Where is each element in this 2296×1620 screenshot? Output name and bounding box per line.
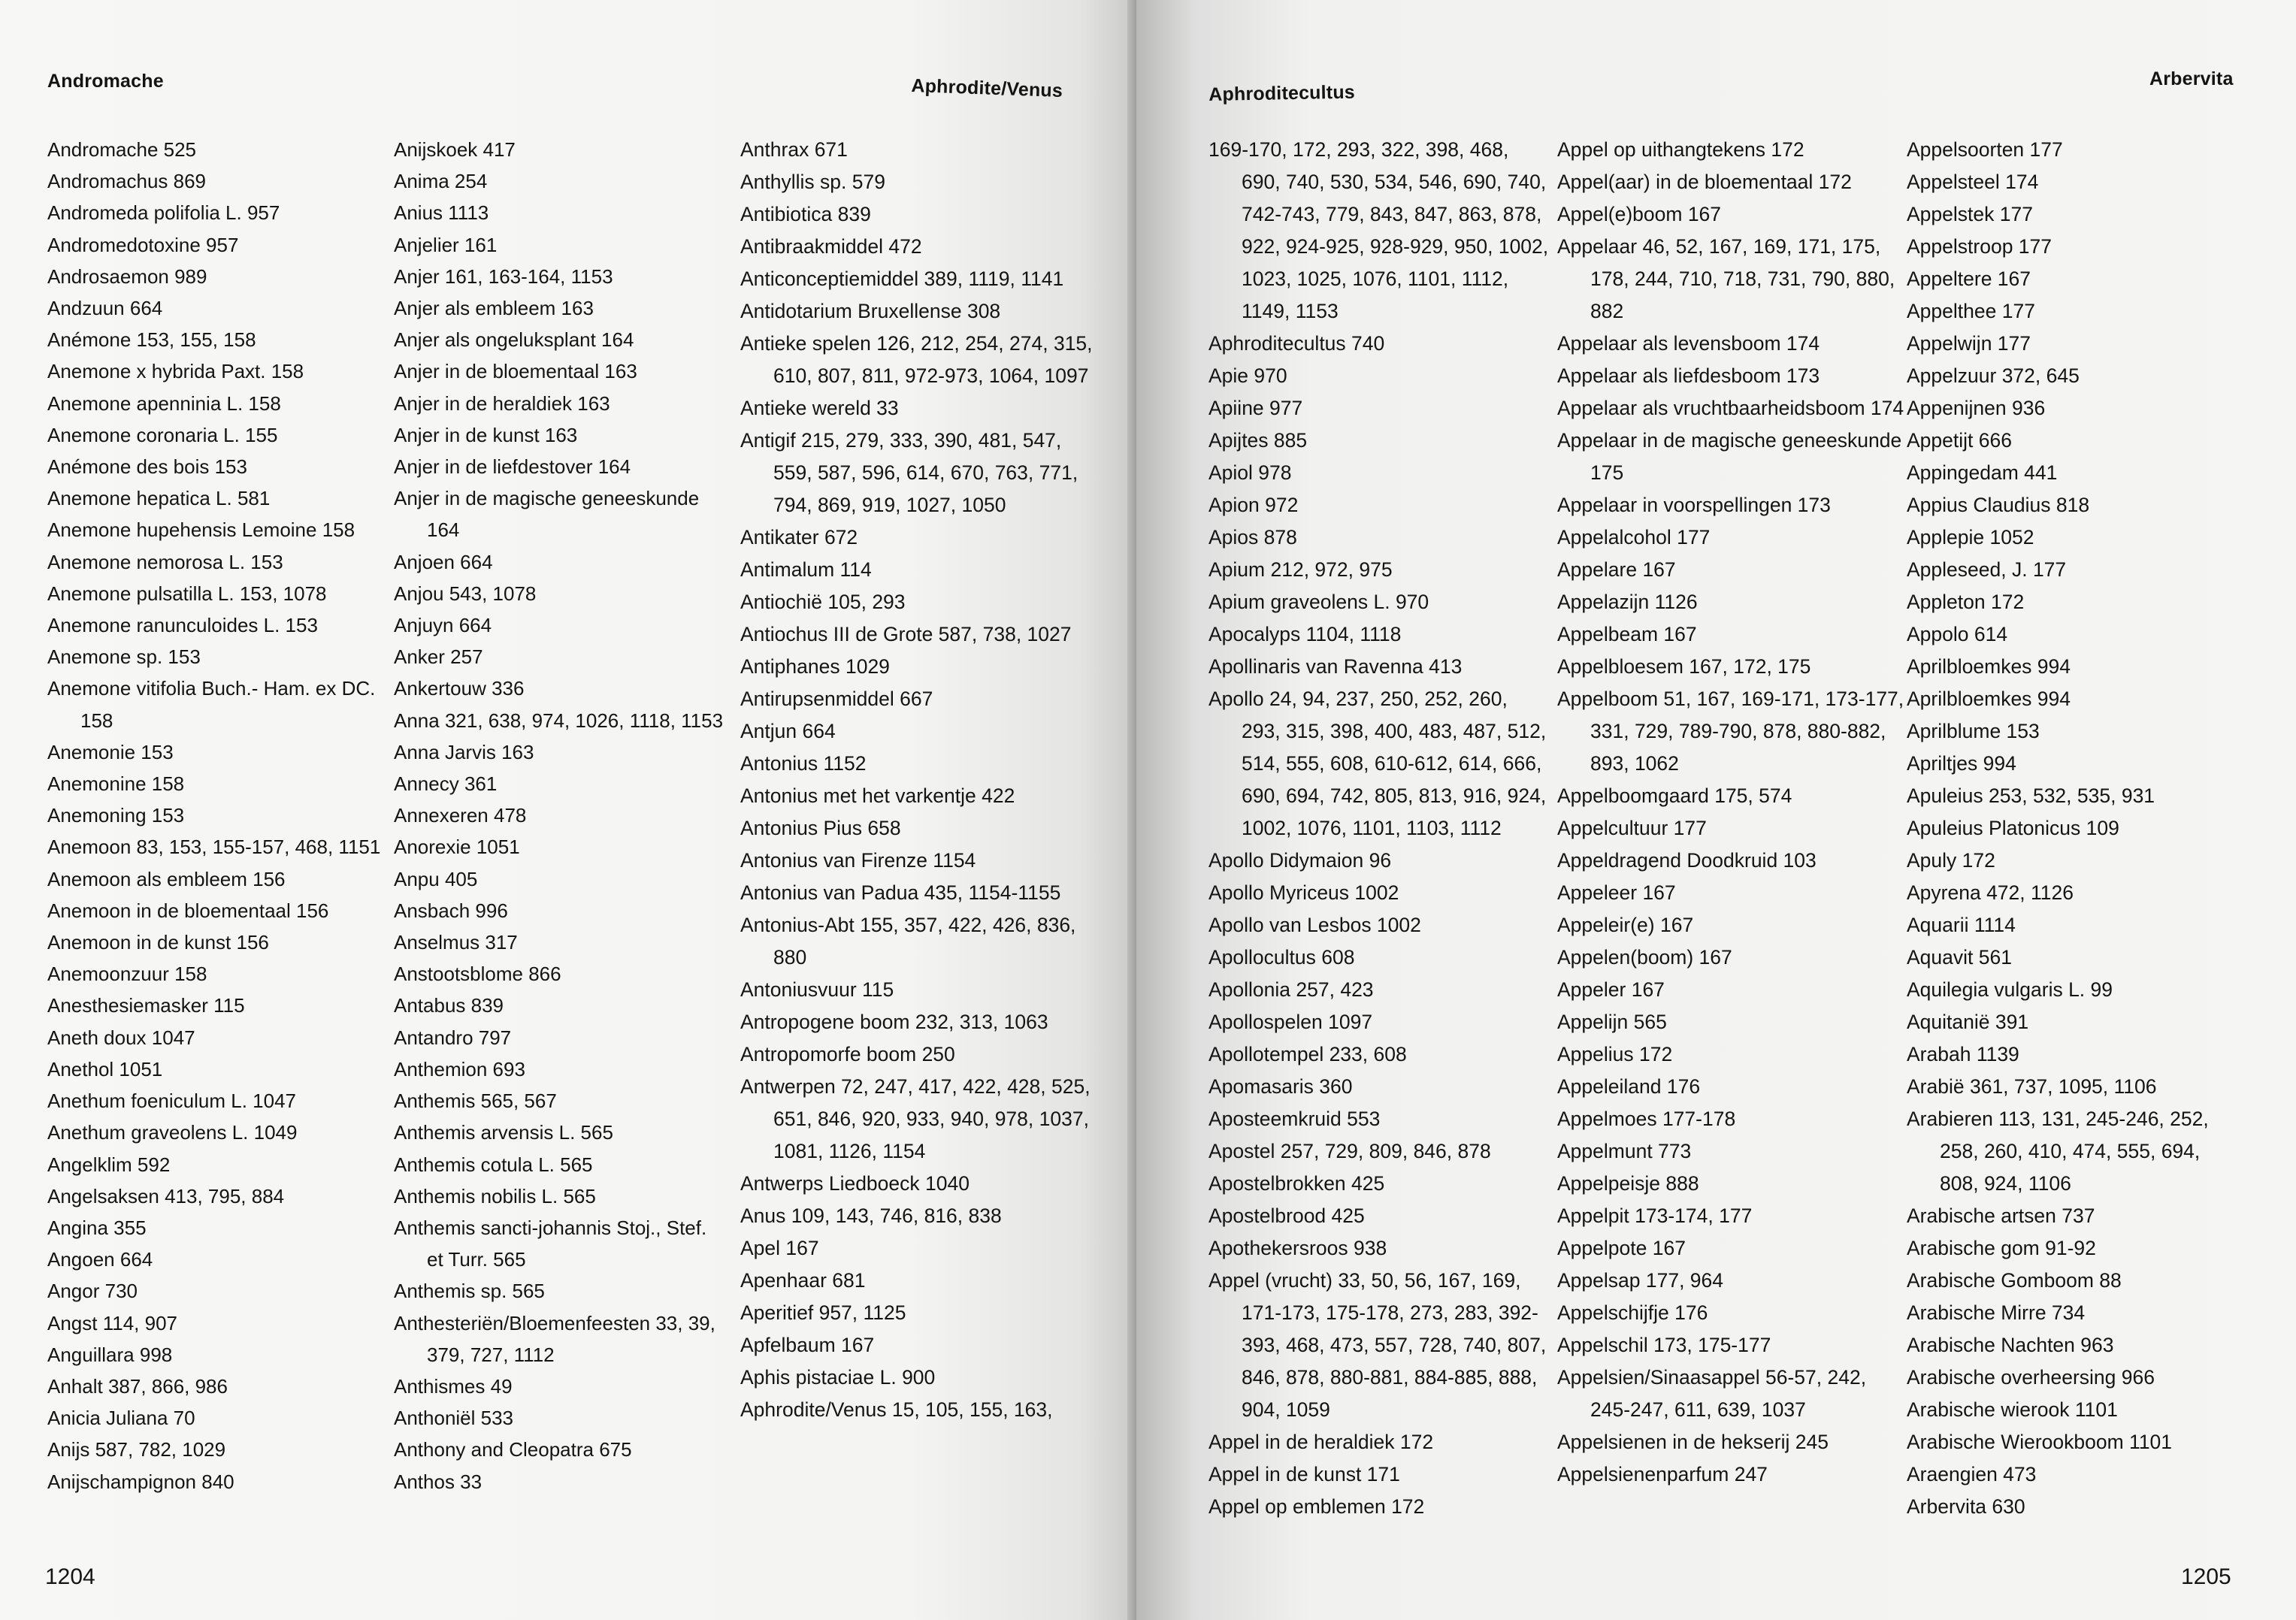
index-entry: Angst 114, 907	[47, 1311, 177, 1334]
index-entry: Anthos 33	[394, 1470, 482, 1493]
running-head-right: Arbervita	[2149, 68, 2234, 89]
index-entry: Appelbeam 167	[1557, 623, 1697, 645]
index-entry: Appelen(boom) 167	[1557, 946, 1732, 969]
index-entry: Apyrena 472, 1126	[1907, 881, 2074, 904]
index-entry: Antoniusvuur 115	[740, 978, 894, 1001]
index-entry: Appeleer 167	[1557, 881, 1676, 904]
index-entry: Anemoon in de bloementaal 156	[47, 899, 329, 922]
index-entry: Anius 1113	[394, 201, 489, 225]
index-entry: Angelklim 592	[47, 1153, 171, 1176]
index-entry: Apios 878	[1209, 526, 1297, 549]
index-entry: Arabische wierook 1101	[1907, 1398, 2118, 1421]
index-entry: Anemone hupehensis Lemoine 158	[47, 518, 355, 542]
index-entry: Antonius met het varkentje 422	[740, 784, 1015, 807]
index-entry: Anthemis arvensis L. 565	[394, 1121, 613, 1144]
index-entry: Anemoning 153	[47, 804, 185, 827]
index-entry: Antonius Pius 658	[740, 817, 901, 839]
index-entry: Araengien 473	[1907, 1463, 2037, 1486]
index-column-3	[740, 134, 1094, 1426]
index-entry: Appelare 167	[1557, 558, 1676, 581]
index-entry: Aneth doux 1047	[47, 1026, 195, 1049]
index-entry: Aphis pistaciae L. 900	[740, 1366, 936, 1389]
index-entry: Anémone des bois 153	[47, 455, 247, 479]
index-entry: Anselmus 317	[394, 931, 518, 954]
index-entry: Apollo van Lesbos 1002	[1209, 914, 1421, 936]
index-entry: Appelsien/Sinaasappel 56-57, 242, 245-247, 611, 639, 1037	[1557, 1366, 1867, 1421]
index-entry: Anjoen 664	[394, 550, 493, 573]
index-entry: Aquitanië 391	[1907, 1011, 2029, 1033]
index-entry: Anjer als ongeluksplant 164	[394, 328, 634, 352]
index-entry: Anguillara 998	[47, 1343, 173, 1366]
index-entry: Appeldragend Doodkruid 103	[1557, 849, 1817, 872]
index-entry: Anthrax 671	[740, 138, 848, 161]
index-entry: Anemoon als embleem 156	[47, 867, 286, 890]
index-entry: Apollospelen 1097	[1209, 1011, 1373, 1033]
index-entry: Anijs 587, 782, 1029	[47, 1438, 226, 1461]
index-entry: Apriltjes 994	[1907, 752, 2016, 775]
index-entry: Anpu 405	[394, 867, 478, 890]
index-entry: Arabische overheersing 966	[1907, 1366, 2155, 1389]
index-entry: Anemone hepatica L. 581	[47, 487, 271, 510]
index-entry: Appel (vrucht) 33, 50, 56, 167, 169, 171-173, 175-178, 273, 283, 392-393, 468, 473, 557, 728, 740, 807, 846, 878, 880-881, 884-885, 888, 904, 1059	[1209, 1269, 1547, 1421]
index-entry: Apostelbrood 425	[1209, 1204, 1365, 1227]
index-entry: 169-170, 172, 293, 322, 398, 468, 690, 740, 530, 534, 546, 690, 740, 742-743, 779, 843, 847, 863, 878, 922, 924-925, 928-929, 950, 1002, 1023, 1025, 1076, 1101, 1112, 1149, 1153	[1209, 138, 1549, 322]
index-entry: Aphrodite/Venus 15, 105, 155, 163,	[740, 1398, 1053, 1421]
index-entry: Anemone nemorosa L. 153	[47, 550, 283, 573]
index-entry: Anjou 543, 1078	[394, 582, 537, 605]
index-entry: Anemonine 158	[47, 772, 185, 796]
index-entry: Anethum graveolens L. 1049	[47, 1121, 298, 1144]
index-entry: Appleton 172	[1907, 591, 2025, 613]
index-entry: Arabische gom 91-92	[1907, 1237, 2096, 1259]
index-entry: Antonius 1152	[740, 752, 867, 775]
index-entry: Arabische artsen 737	[1907, 1204, 2095, 1227]
index-entry: Anthony and Cleopatra 675	[394, 1438, 632, 1461]
index-entry: Antibiotica 839	[740, 203, 871, 225]
index-entry: Anemone coronaria L. 155	[47, 423, 278, 446]
index-entry: Annexeren 478	[394, 804, 527, 827]
index-entry: Antikater 672	[740, 526, 858, 549]
left-page	[0, 0, 1136, 1620]
index-entry: Ansbach 996	[394, 899, 508, 922]
index-entry: Appelzuur 372, 645	[1907, 364, 2080, 387]
index-entry: Anus 109, 143, 746, 816, 838	[740, 1204, 1002, 1227]
index-entry: Appelaar 46, 52, 167, 169, 171, 175, 178, 244, 710, 718, 731, 790, 880, 882	[1557, 235, 1895, 322]
index-entry: Apollinaris van Ravenna 413	[1209, 655, 1463, 678]
index-entry: Apollo Myriceus 1002	[1209, 881, 1399, 904]
index-entry: Antonius-Abt 155, 357, 422, 426, 836, 880	[740, 914, 1076, 969]
index-entry: Anemone apenninia L. 158	[47, 391, 281, 415]
index-entry: Appelpit 173-174, 177	[1557, 1204, 1753, 1227]
index-entry: Apocalyps 1104, 1118	[1209, 623, 1402, 645]
index-entry: Antonius van Padua 435, 1154-1155	[740, 881, 1061, 904]
index-entry: Apomasaris 360	[1209, 1075, 1353, 1098]
index-entry: Appeler 167	[1557, 978, 1665, 1001]
page-number: 1205	[2181, 1564, 2231, 1589]
index-entry: Anjer 161, 163-164, 1153	[394, 264, 613, 288]
index-entry: Anesthesiemasker 115	[47, 994, 245, 1017]
index-entry: Appelthee 177	[1907, 300, 2035, 322]
index-entry: Appelijn 565	[1557, 1011, 1667, 1033]
index-entry: Apothekersroos 938	[1209, 1237, 1387, 1259]
index-entry: Andromache 525	[47, 138, 197, 161]
index-entry: Anemone sp. 153	[47, 645, 201, 669]
index-entry: Angina 355	[47, 1216, 147, 1239]
index-entry: Angoen 664	[47, 1248, 153, 1271]
index-entry: Anthyllis sp. 579	[740, 171, 885, 193]
index-entry: Antirupsenmiddel 667	[740, 688, 933, 710]
index-entry: Aprilbloemkes 994	[1907, 655, 2071, 678]
index-entry: Appelcultuur 177	[1557, 817, 1707, 839]
index-entry: Antigif 215, 279, 333, 390, 481, 547, 559, 587, 596, 614, 670, 763, 771, 794, 869, 919, 1027, 1050	[740, 429, 1078, 516]
index-entry: Appel in de kunst 171	[1209, 1463, 1400, 1486]
index-entry: Appelpeisje 888	[1557, 1172, 1699, 1195]
index-entry: Antabus 839	[394, 994, 504, 1017]
index-entry: Andromedotoxine 957	[47, 233, 239, 256]
index-entry: Appeleir(e) 167	[1557, 914, 1694, 936]
index-entry: Angor 730	[47, 1280, 138, 1303]
index-entry: Anjer in de kunst 163	[394, 423, 578, 446]
index-entry: Aperitief 957, 1125	[740, 1301, 906, 1324]
index-entry: Anemoonzuur 158	[47, 963, 207, 986]
index-entry: Appelmoes 177-178	[1557, 1108, 1736, 1130]
index-entry: Arabische Nachten 963	[1907, 1334, 2114, 1356]
index-entry: Antiphanes 1029	[740, 655, 890, 678]
index-entry: Apion 972	[1209, 494, 1299, 516]
index-entry: Anthoniël 533	[394, 1407, 514, 1430]
index-entry: Antiochië 105, 293	[740, 591, 906, 613]
index-entry: Apfelbaum 167	[740, 1334, 875, 1356]
index-entry: Anker 257	[394, 645, 483, 669]
index-column-1	[47, 134, 382, 1498]
index-entry: Andromeda polifolia L. 957	[47, 201, 280, 225]
index-entry: Appetijt 666	[1907, 429, 2012, 452]
index-entry: Arabische Mirre 734	[1907, 1301, 2086, 1324]
index-entry: Apium graveolens L. 970	[1209, 591, 1429, 613]
page-number: 1204	[45, 1564, 95, 1589]
index-entry: Anemone ranunculoides L. 153	[47, 614, 318, 637]
index-entry: Apuleius 253, 532, 535, 931	[1907, 784, 2155, 807]
index-entry: Apenhaar 681	[740, 1269, 866, 1292]
index-entry: Anemonie 153	[47, 740, 174, 763]
index-entry: Appelwijn 177	[1907, 332, 2031, 355]
index-entry: Anethum foeniculum L. 1047	[47, 1090, 296, 1113]
index-entry: Apie 970	[1209, 364, 1287, 387]
index-entry: Appeleiland 176	[1557, 1075, 1701, 1098]
index-entry: Appelaar als levensboom 174	[1557, 332, 1820, 355]
running-head-right: Aphrodite/Venus	[911, 75, 1063, 102]
index-entry: Antonius van Firenze 1154	[740, 849, 976, 872]
index-entry: Antandro 797	[394, 1026, 512, 1049]
index-entry: Appelsap 177, 964	[1557, 1269, 1724, 1292]
index-entry: Anhalt 387, 866, 986	[47, 1374, 228, 1398]
index-entry: Appelaar in de magische geneeskunde 175	[1557, 429, 1902, 484]
index-entry: Antiochus III de Grote 587, 738, 1027	[740, 623, 1072, 645]
index-entry: Appelius 172	[1557, 1043, 1673, 1065]
index-column-6	[1907, 134, 2230, 1523]
index-entry: Angelsaksen 413, 795, 884	[47, 1184, 285, 1207]
index-entry: Apiine 977	[1209, 397, 1303, 419]
index-entry: Appel op uithangtekens 172	[1557, 138, 1804, 161]
index-entry: Anthemis sancti-johannis Stoj., Stef. et Turr. 565	[394, 1216, 707, 1271]
index-entry: Anstootsblome 866	[394, 963, 561, 986]
index-entry: Appelaar als vruchtbaarheidsboom 174	[1557, 397, 1904, 419]
index-entry: Arabah 1139	[1907, 1043, 2019, 1065]
index-entry: Appelalcohol 177	[1557, 526, 1711, 549]
index-entry: Apuleius Platonicus 109	[1907, 817, 2119, 839]
index-entry: Apostel 257, 729, 809, 846, 878	[1209, 1140, 1491, 1162]
index-entry: Androsaemon 989	[47, 264, 207, 288]
index-entry: Anemone vitifolia Buch.- Ham. ex DC. 158	[47, 677, 376, 732]
index-entry: Anthemis nobilis L. 565	[394, 1184, 596, 1207]
index-entry: Anémone 153, 155, 158	[47, 328, 256, 352]
index-entry: Anjelier 161	[394, 233, 498, 256]
index-entry: Antieke wereld 33	[740, 397, 899, 419]
index-entry: Appel(aar) in de bloementaal 172	[1557, 171, 1852, 193]
index-entry: Appelschil 173, 175-177	[1557, 1334, 1771, 1356]
index-entry: Anna Jarvis 163	[394, 740, 534, 763]
index-entry: Appelbloesem 167, 172, 175	[1557, 655, 1811, 678]
index-entry: Appelstek 177	[1907, 203, 2033, 225]
running-head-left: Aphroditecultus	[1209, 81, 1356, 105]
index-entry: Apijtes 885	[1209, 429, 1308, 452]
index-entry: Appelsoorten 177	[1907, 138, 2063, 161]
index-entry: Andromachus 869	[47, 170, 207, 193]
index-entry: Appelmunt 773	[1557, 1140, 1692, 1162]
index-entry: Antropogene boom 232, 313, 1063	[740, 1011, 1048, 1033]
index-entry: Aquilegia vulgaris L. 99	[1907, 978, 2113, 1001]
index-entry: Antwerps Liedboeck 1040	[740, 1172, 970, 1195]
index-entry: Annecy 361	[394, 772, 498, 796]
index-entry: Appelaar in voorspellingen 173	[1557, 494, 1831, 516]
index-entry: Appelboomgaard 175, 574	[1557, 784, 1792, 807]
index-entry: Appelschijfje 176	[1557, 1301, 1708, 1324]
index-entry: Aposteemkruid 553	[1209, 1108, 1381, 1130]
index-entry: Arabië 361, 737, 1095, 1106	[1907, 1075, 2157, 1098]
index-column-2	[394, 134, 728, 1498]
index-entry: Anthemis cotula L. 565	[394, 1153, 593, 1176]
index-entry: Anthemis 565, 567	[394, 1090, 557, 1113]
index-entry: Anticonceptiemiddel 389, 1119, 1141	[740, 267, 1064, 290]
index-entry: Ankertouw 336	[394, 677, 525, 700]
index-entry: Aprilbloemkes 994	[1907, 688, 2071, 710]
index-entry: Anorexie 1051	[394, 836, 520, 859]
index-entry: Appelpote 167	[1557, 1237, 1686, 1259]
index-entry: Arbervita 630	[1907, 1495, 2025, 1518]
index-column-5	[1557, 134, 1907, 1491]
index-entry: Appleseed, J. 177	[1907, 558, 2067, 581]
index-entry: Apollocultus 608	[1209, 946, 1355, 969]
index-entry: Appius Claudius 818	[1907, 494, 2090, 516]
index-entry: Apostelbrokken 425	[1209, 1172, 1385, 1195]
index-entry: Apuly 172	[1907, 849, 1995, 872]
index-entry: Anna 321, 638, 974, 1026, 1118, 1153	[394, 709, 724, 732]
index-entry: Antwerpen 72, 247, 417, 422, 428, 525, 651, 846, 920, 933, 940, 978, 1037, 1081, 1126, 1154	[740, 1075, 1091, 1162]
index-entry: Anjuyn 664	[394, 614, 492, 637]
index-entry: Antieke spelen 126, 212, 254, 274, 315, 610, 807, 811, 972-973, 1064, 1097	[740, 332, 1093, 387]
running-head-left: Andromache	[47, 71, 164, 92]
right-page	[1136, 0, 2296, 1620]
index-entry: Apium 212, 972, 975	[1209, 558, 1393, 581]
index-entry: Apel 167	[740, 1237, 819, 1259]
index-entry: Arabische Gomboom 88	[1907, 1269, 2122, 1292]
index-entry: Appelsienen in de hekserij 245	[1557, 1431, 1829, 1453]
index-entry: Appelaar als liefdesboom 173	[1557, 364, 1820, 387]
index-entry: Appelstroop 177	[1907, 235, 2052, 258]
index-entry: Arabische Wierookboom 1101	[1907, 1431, 2173, 1453]
index-entry: Anijschampignon 840	[47, 1470, 234, 1493]
index-entry: Anjer in de bloementaal 163	[394, 360, 637, 383]
index-entry: Appelboom 51, 167, 169-171, 173-177, 331, 729, 789-790, 878, 880-882, 893, 1062	[1557, 688, 1904, 775]
index-entry: Antidotarium Bruxellense 308	[740, 300, 1001, 322]
index-entry: Appelazijn 1126	[1557, 591, 1698, 613]
index-entry: Applepie 1052	[1907, 526, 2034, 549]
index-entry: Anjer als embleem 163	[394, 297, 594, 320]
index-entry: Appelsienenparfum 247	[1557, 1463, 1768, 1486]
index-entry: Antjun 664	[740, 720, 836, 742]
index-entry: Anjer in de liefdestover 164	[394, 455, 631, 479]
index-entry: Anemone pulsatilla L. 153, 1078	[47, 582, 327, 605]
index-entry: Anthismes 49	[394, 1374, 513, 1398]
index-entry: Anemone x hybrida Paxt. 158	[47, 360, 304, 383]
index-entry: Antropomorfe boom 250	[740, 1043, 955, 1065]
index-entry: Apiol 978	[1209, 461, 1292, 484]
index-entry: Anemoon 83, 153, 155-157, 468, 1151	[47, 836, 381, 859]
index-entry: Appelsteel 174	[1907, 171, 2039, 193]
index-entry: Apollonia 257, 423	[1209, 978, 1374, 1001]
index-entry: Aquarii 1114	[1907, 914, 2016, 936]
index-entry: Anthemis sp. 565	[394, 1280, 545, 1303]
index-entry: Anethol 1051	[47, 1057, 163, 1081]
index-column-4	[1209, 134, 1550, 1523]
index-entry: Appenijnen 936	[1907, 397, 2046, 419]
index-entry: Aquavit 561	[1907, 946, 2012, 969]
index-entry: Aphroditecultus 740	[1209, 332, 1385, 355]
index-entry: Appel op emblemen 172	[1209, 1495, 1425, 1518]
index-entry: Anima 254	[394, 170, 488, 193]
index-entry: Anemoon in de kunst 156	[47, 931, 269, 954]
index-entry: Anicia Juliana 70	[47, 1407, 195, 1430]
index-entry: Aprilblume 153	[1907, 720, 2040, 742]
index-entry: Anjer in de magische geneeskunde 164	[394, 487, 700, 542]
index-entry: Apollotempel 233, 608	[1209, 1043, 1407, 1065]
index-entry: Appolo 614	[1907, 623, 2008, 645]
index-entry: Anthemion 693	[394, 1057, 525, 1081]
index-entry: Apollo 24, 94, 237, 250, 252, 260, 293, 315, 398, 400, 483, 487, 512, 514, 555, 608, 610-612, 614, 666, 690, 694, 742, 805, 813, 916, 924, 1002, 1076, 1101, 1103, 1112	[1209, 688, 1547, 839]
index-entry: Anijskoek 417	[394, 138, 516, 161]
index-entry: Apollo Didymaion 96	[1209, 849, 1392, 872]
index-entry: Appeltere 167	[1907, 267, 2031, 290]
index-entry: Anjer in de heraldiek 163	[394, 391, 610, 415]
index-entry: Antibraakmiddel 472	[740, 235, 922, 258]
index-entry: Andzuun 664	[47, 297, 163, 320]
index-entry: Appel(e)boom 167	[1557, 203, 1722, 225]
index-entry: Arabieren 113, 131, 245-246, 252, 258, 260, 410, 474, 555, 694, 808, 924, 1106	[1907, 1108, 2209, 1195]
index-entry: Antimalum 114	[740, 558, 872, 581]
index-entry: Appel in de heraldiek 172	[1209, 1431, 1434, 1453]
index-entry: Appingedam 441	[1907, 461, 2058, 484]
index-entry: Anthesteriën/Bloemenfeesten 33, 39, 379, 727, 1112	[394, 1311, 715, 1366]
